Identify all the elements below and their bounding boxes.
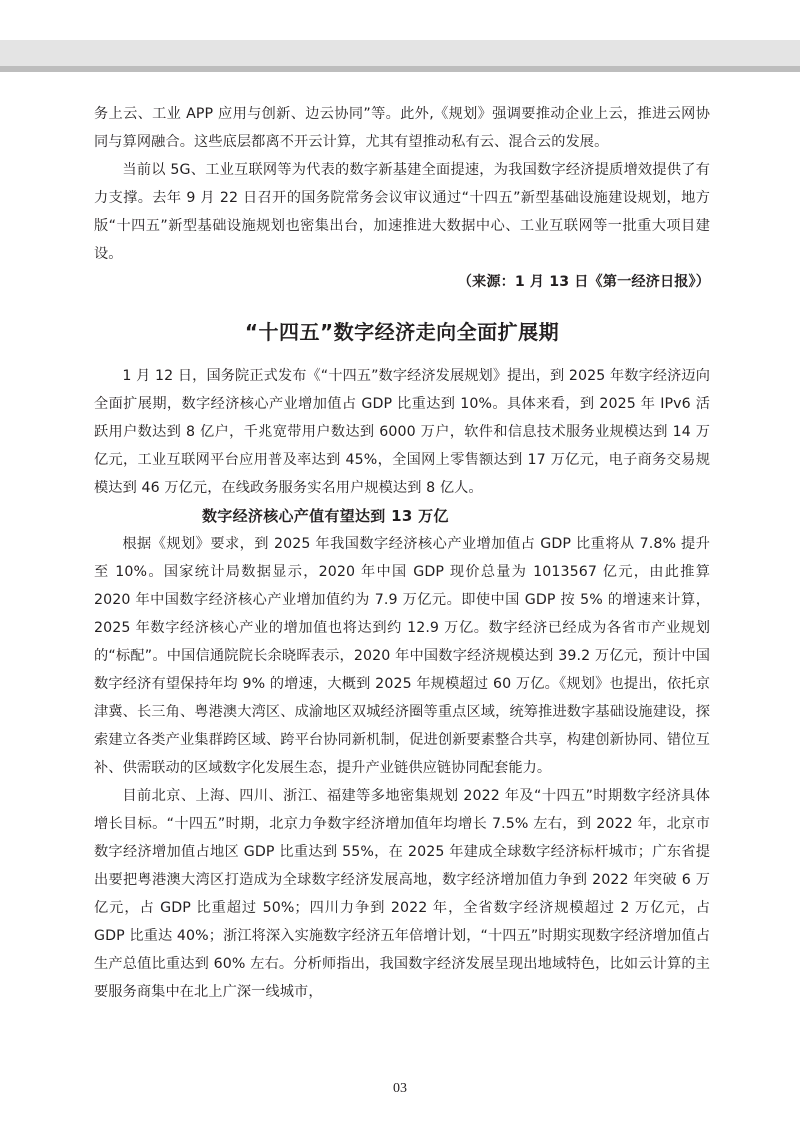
page-content [94, 100, 710, 1006]
header-divider [0, 66, 800, 72]
article1-source: （来源：1 月 13 日《第一经济日报》） [457, 274, 710, 290]
page-number: 03 [393, 1081, 407, 1096]
header-banner-text: CHINESE CHAMBER OF COMMERCE INFORMATION [393, 86, 704, 96]
header-banner [0, 40, 800, 96]
article2-paragraph-3: 目前北京、上海、四川、浙江、福建等多地密集规划 2022 年及“十四五”时期数字经济具体增长目标。“十四五”时期，北京力争数字经济增加值年均增长 7.5% 左右，到 2022 年，北京市数字经济增加值占地区 GDP 比重达到 55%，在 2025 年建成全球数字经济标杆城市；广东省提出要把粤港澳大湾区打造成为全球数字经济发展高地，数字经济增加值力争到 2022 年突破 6 万亿元，占 GDP 比重超过 50%；四川力争到 2022 年，全省数字经济规模超过 2 万亿元，占 GDP 比重达 40%；浙江将深入实施数字经济五年倍增计划，“十四五”时期实现数字经济增加值占生产总值比重达到 60% 左右。分析师指出，我国数字经济发展呈现出地域特色，比如云计算的主要服务商集中在北上广深一线城市， [94, 788, 710, 1000]
article1-paragraph-2-text: 当前以 5G、工业互联网等为代表的数字新基建全面提速，为我国数字经济提质增效提供了有力支撑。去年 9 月 22 日召开的国务院常务会议审议通过“十四五”新型基础设施建设规划，地方版“十四五”新型基础设施规划也密集出台，加速推进大数据中心、工业互联网等一批重大项目建设。 [94, 162, 710, 262]
article1-paragraph-1: 务上云、工业 APP 应用与创新、边云协同”等。此外,《规划》强调要推动企业上云，推进云网协同与算网融合。这些底层都离不开云计算，尤其有望推动私有云、混合云的发展。 [94, 106, 710, 150]
article2-title: “十四五”数字经济走向全面扩展期 [244, 320, 560, 344]
article2-subtitle: 数字经济核心产值有望达到 13 万亿 [202, 507, 449, 525]
article1-paragraph-2 [94, 156, 710, 296]
article2-paragraph-2: 根据《规划》要求，到 2025 年我国数字经济核心产业增加值占 GDP 比重将从 7.8% 提升至 10%。国家统计局数据显示，2020 年中国 GDP 现价总量为 1013567 亿元，由此推算 2020 年中国数字经济核心产业增加值约为 7.9 万亿元。即使中国 GDP 按 5% 的增速来计算，2025 年数字经济核心产业的增加值也将达到约 12.9 万亿。数字经济已经成为各省市产业规划的“标配”。中国信通院院长余晓晖表示，2020 年中国数字经济规模达到 39.2 万亿元，预计中国数字经济有望保持年均 9% 的增速，大概到 2025 年规模超过 60 万亿。《规划》也提出，依托京津冀、长三角、粤港澳大湾区、成渝地区双城经济圈等重点区域，统筹推进数字基础设施建设，探索建立各类产业集群跨区域、跨平台协同新机制，促进创新要素整合共享，构建创新协同、错位互补、供需联动的区域数字化发展生态，提升产业链供应链协同配套能力。 [94, 536, 710, 776]
article2-paragraph-1: 1 月 12 日，国务院正式发布《“十四五”数字经济发展规划》提出，到 2025 年数字经济迈向全面扩展期，数字经济核心产业增加值占 GDP 比重达到 10%。具体来看，到 2025 年 IPv6 活跃用户数达到 8 亿户，千兆宽带用户数达到 6000 万户，软件和信息技术服务业规模达到 14 万亿元，工业互联网平台应用普及率达到 45%，全国网上零售额达到 17 万亿元，电子商务交易规模达到 46 万亿元，在线政务服务实名用户规模达到 8 亿人。 [94, 368, 711, 496]
